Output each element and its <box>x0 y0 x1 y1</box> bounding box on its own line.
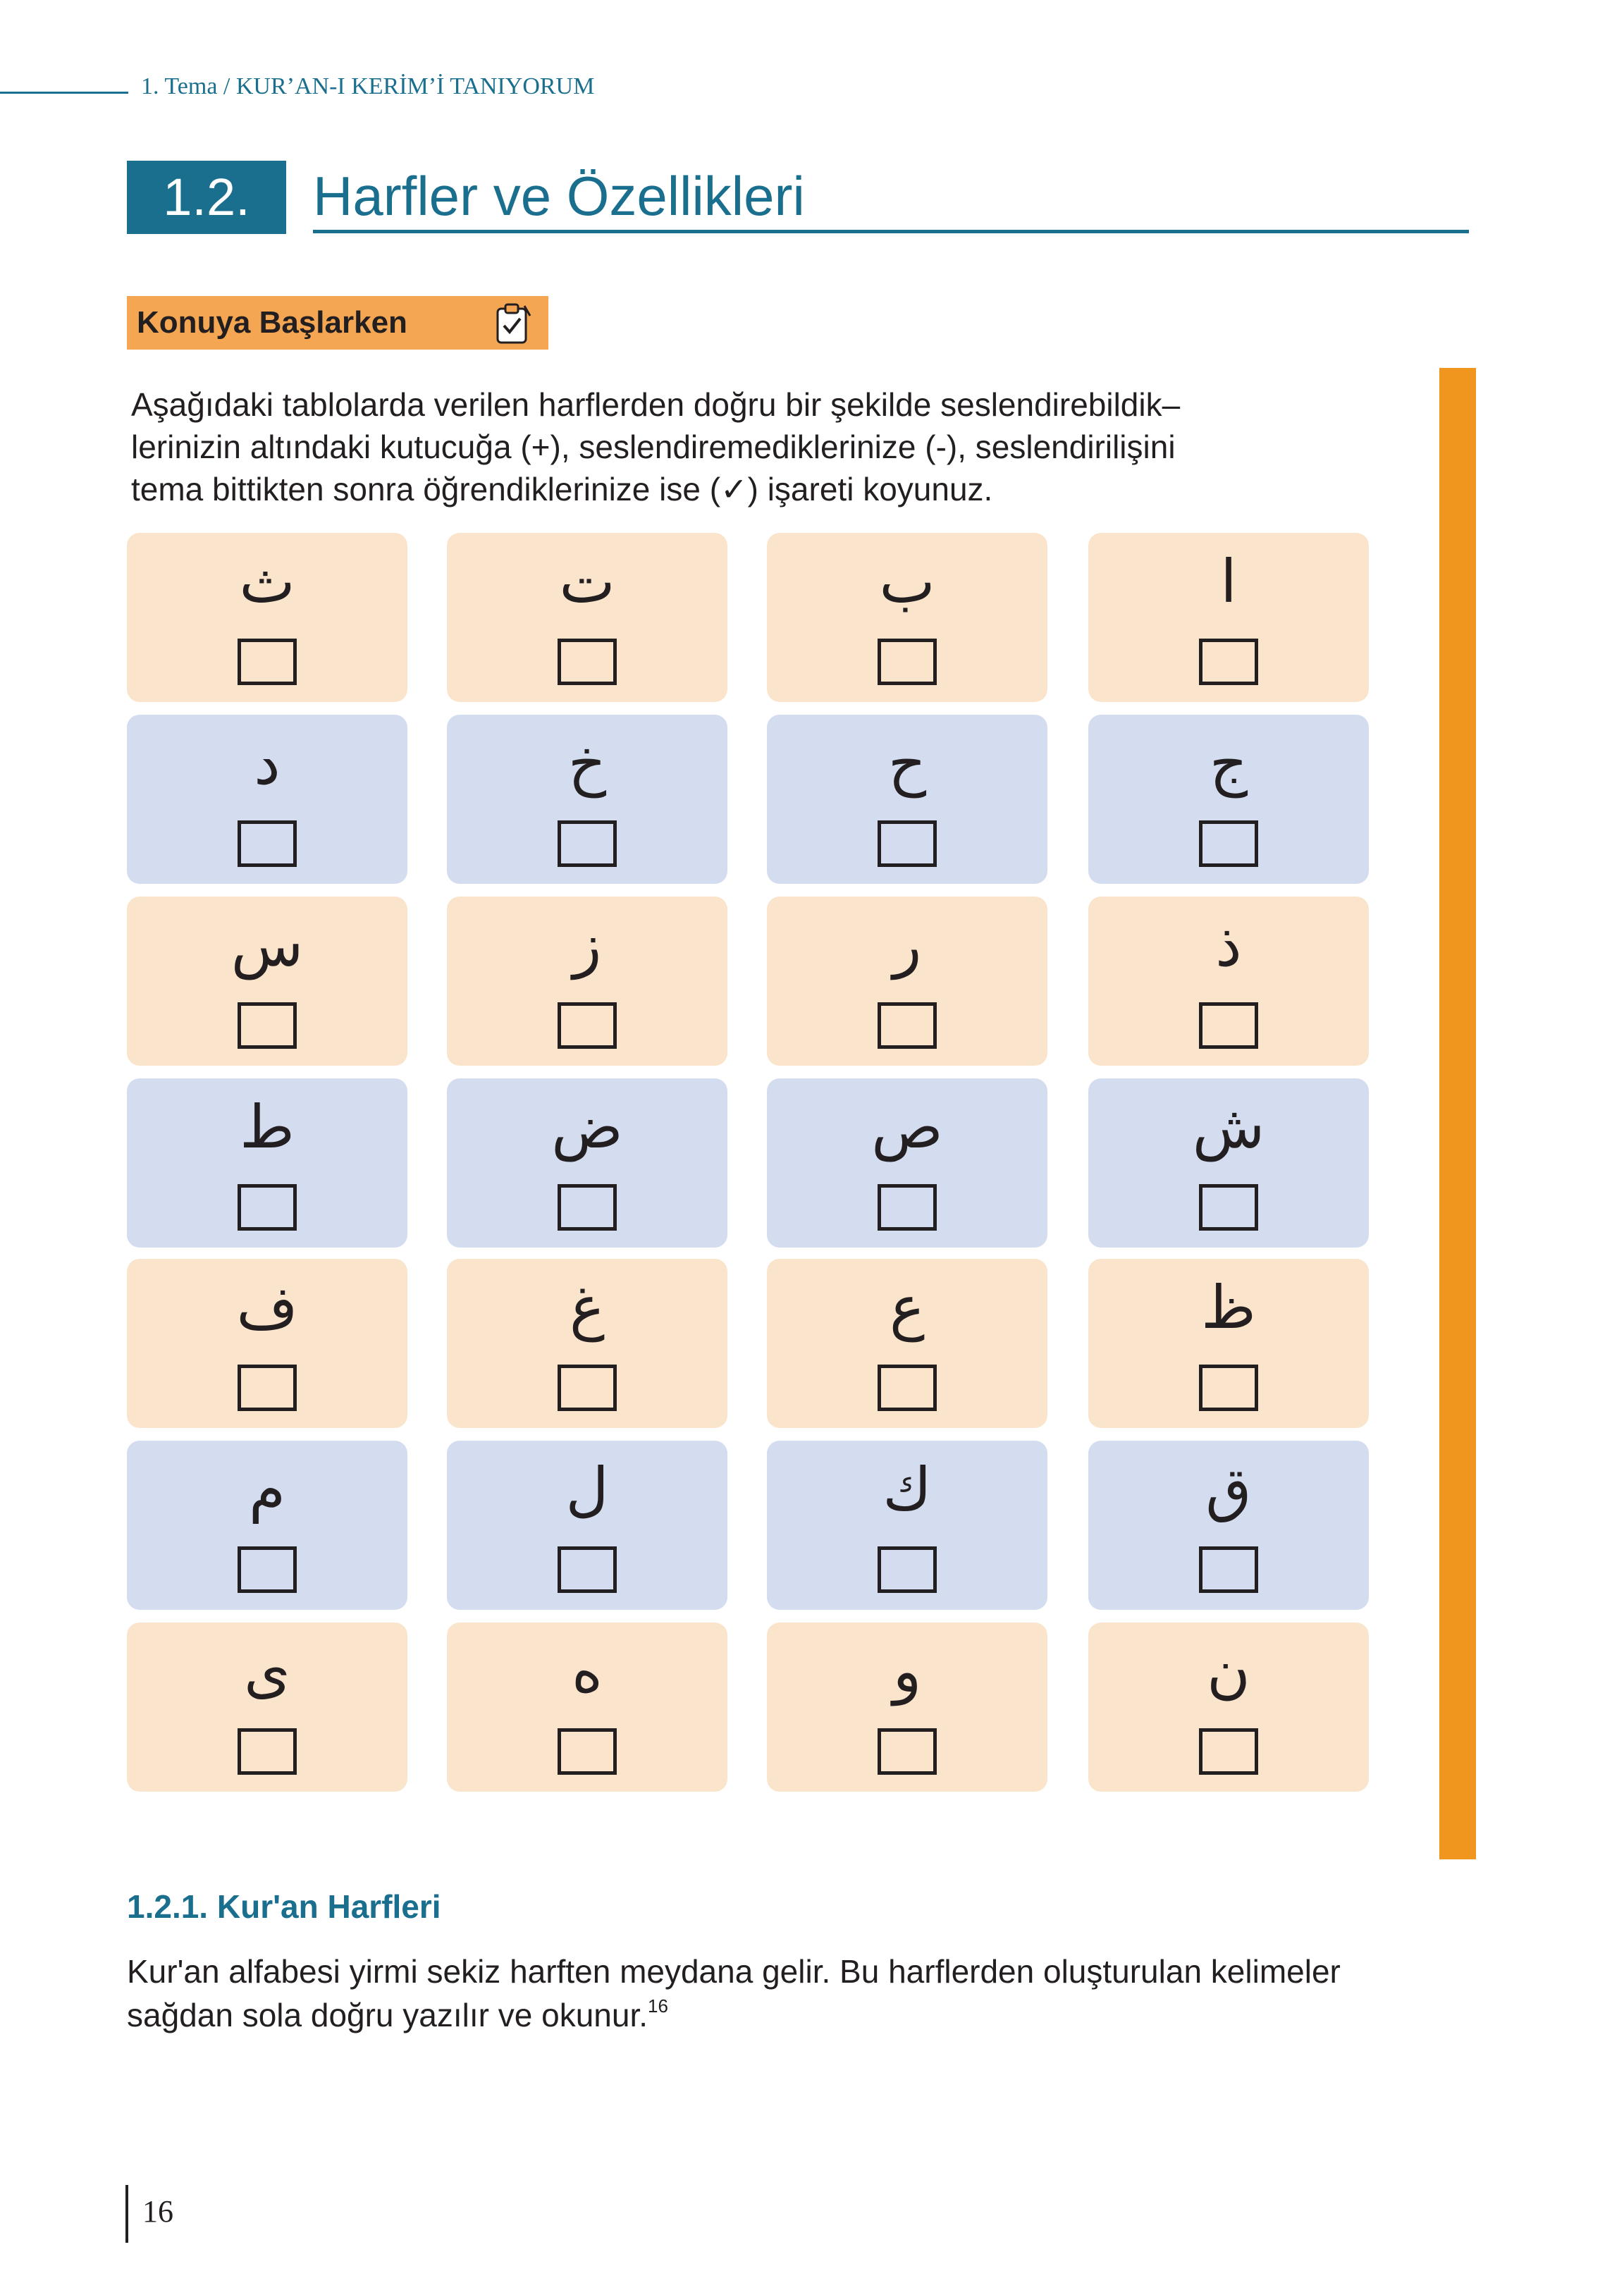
intro-line: lerinizin altındaki kutucuğa (+), seslendiremediklerinize (-), seslendirilişini <box>131 429 1176 465</box>
arabic-letter: ه <box>571 1637 603 1706</box>
intro-line: Aşağıdaki tablolarda verilen harflerden doğru bir şekilde seslendirebildik– <box>131 386 1181 423</box>
answer-checkbox[interactable] <box>238 639 297 685</box>
arabic-letter: ع <box>889 1273 925 1342</box>
arabic-letter: ط <box>240 1092 295 1162</box>
letter-card <box>1088 1259 1369 1428</box>
arabic-letter: ق <box>1205 1455 1252 1524</box>
arabic-letter: ر <box>892 911 922 980</box>
answer-checkbox[interactable] <box>238 1365 297 1411</box>
footnote-marker: 16 <box>648 1995 668 2017</box>
answer-checkbox[interactable] <box>238 820 297 867</box>
letter-card <box>127 1259 407 1428</box>
arabic-letter: ج <box>1209 729 1248 798</box>
answer-checkbox[interactable] <box>878 1002 937 1049</box>
answer-checkbox[interactable] <box>558 639 617 685</box>
konuya-banner <box>127 296 548 350</box>
arabic-letter: ص <box>871 1092 943 1162</box>
answer-checkbox[interactable] <box>1199 1546 1258 1593</box>
answer-checkbox[interactable] <box>238 1546 297 1593</box>
answer-checkbox[interactable] <box>1199 1728 1258 1775</box>
letter-card <box>1088 533 1369 702</box>
arabic-letter: ك <box>882 1455 932 1524</box>
letter-card <box>1088 1441 1369 1610</box>
arabic-letter: ض <box>551 1092 623 1162</box>
arabic-letter: م <box>248 1455 285 1524</box>
body-line-text: sağdan sola doğru yazılır ve okunur. <box>127 1997 648 2033</box>
answer-checkbox[interactable] <box>558 820 617 867</box>
section-title: Harfler ve Özellikleri <box>313 165 805 227</box>
intro-line: tema bittikten sonra öğrendiklerinize ise (✓) işareti koyunuz. <box>131 471 993 507</box>
letter-card <box>767 1078 1047 1248</box>
body-line <box>127 1993 1494 2037</box>
letter-card <box>1088 897 1369 1066</box>
letter-card <box>767 715 1047 884</box>
arabic-letter: و <box>892 1637 922 1706</box>
orange-side-bar <box>1439 368 1476 1859</box>
arabic-letter: خ <box>567 729 607 798</box>
answer-checkbox[interactable] <box>878 1365 937 1411</box>
answer-checkbox[interactable] <box>1199 1002 1258 1049</box>
answer-checkbox[interactable] <box>1199 1365 1258 1411</box>
answer-checkbox[interactable] <box>238 1002 297 1049</box>
arabic-letter: غ <box>569 1273 605 1342</box>
answer-checkbox[interactable] <box>1199 639 1258 685</box>
body-line: Kur'an alfabesi yirmi sekiz harften meydana gelir. Bu harflerden oluşturulan kelimeler <box>127 1953 1341 1990</box>
header-rule <box>0 92 128 94</box>
arabic-letter: ن <box>1207 1637 1250 1706</box>
arabic-letter: ظ <box>1201 1273 1256 1342</box>
arabic-letter: ش <box>1192 1092 1265 1162</box>
arabic-letter: ب <box>879 547 935 616</box>
subsection-title: 1.2.1. Kur'an Harfleri <box>127 1888 441 1925</box>
answer-checkbox[interactable] <box>558 1546 617 1593</box>
answer-checkbox[interactable] <box>878 1728 937 1775</box>
intro-paragraph <box>131 383 1372 510</box>
letter-card <box>1088 1078 1369 1248</box>
clipboard-check-icon <box>491 300 533 347</box>
letter-card <box>767 1623 1047 1792</box>
answer-checkbox[interactable] <box>878 820 937 867</box>
letter-card <box>447 533 727 702</box>
answer-checkbox[interactable] <box>558 1365 617 1411</box>
arabic-letter: ز <box>572 911 602 980</box>
letter-card <box>447 1623 727 1792</box>
section-number: 1.2. <box>127 161 286 234</box>
arabic-letter: ث <box>239 547 295 616</box>
letter-card <box>767 533 1047 702</box>
letter-card <box>447 715 727 884</box>
letter-card <box>767 897 1047 1066</box>
letter-card <box>447 1259 727 1428</box>
arabic-letter: ا <box>1220 547 1237 616</box>
answer-checkbox[interactable] <box>1199 1184 1258 1231</box>
subsection-body <box>127 1950 1494 2037</box>
page-number: 16 <box>142 2194 173 2229</box>
arabic-letter: س <box>230 911 304 980</box>
answer-checkbox[interactable] <box>1199 820 1258 867</box>
letter-card <box>1088 1623 1369 1792</box>
arabic-letter: د <box>254 729 281 798</box>
answer-checkbox[interactable] <box>558 1002 617 1049</box>
answer-checkbox[interactable] <box>238 1728 297 1775</box>
konuya-label: Konuya Başlarken <box>137 305 407 340</box>
letter-card <box>767 1259 1047 1428</box>
arabic-letter: ذ <box>1215 911 1242 980</box>
answer-checkbox[interactable] <box>558 1184 617 1231</box>
letter-card <box>127 533 407 702</box>
arabic-letter: ت <box>559 547 615 616</box>
letter-card <box>1088 715 1369 884</box>
letter-card <box>447 897 727 1066</box>
letter-card <box>447 1078 727 1248</box>
arabic-letter: ل <box>565 1455 609 1524</box>
section-underline <box>313 230 1469 233</box>
arabic-letter: ف <box>236 1273 298 1342</box>
answer-checkbox[interactable] <box>878 639 937 685</box>
page-number-rule <box>125 2185 128 2243</box>
arabic-letter: ح <box>887 729 927 798</box>
answer-checkbox[interactable] <box>878 1546 937 1593</box>
answer-checkbox[interactable] <box>558 1728 617 1775</box>
letter-card <box>127 897 407 1066</box>
letter-card <box>127 1078 407 1248</box>
arabic-letter: ى <box>244 1637 290 1706</box>
letter-card <box>127 715 407 884</box>
letter-card <box>127 1441 407 1610</box>
letter-card <box>767 1441 1047 1610</box>
answer-checkbox[interactable] <box>878 1184 937 1231</box>
running-header: 1. Tema / KUR’AN-I KERİM’İ TANIYORUM <box>141 73 595 99</box>
answer-checkbox[interactable] <box>238 1184 297 1231</box>
letter-card <box>127 1623 407 1792</box>
letter-card <box>447 1441 727 1610</box>
